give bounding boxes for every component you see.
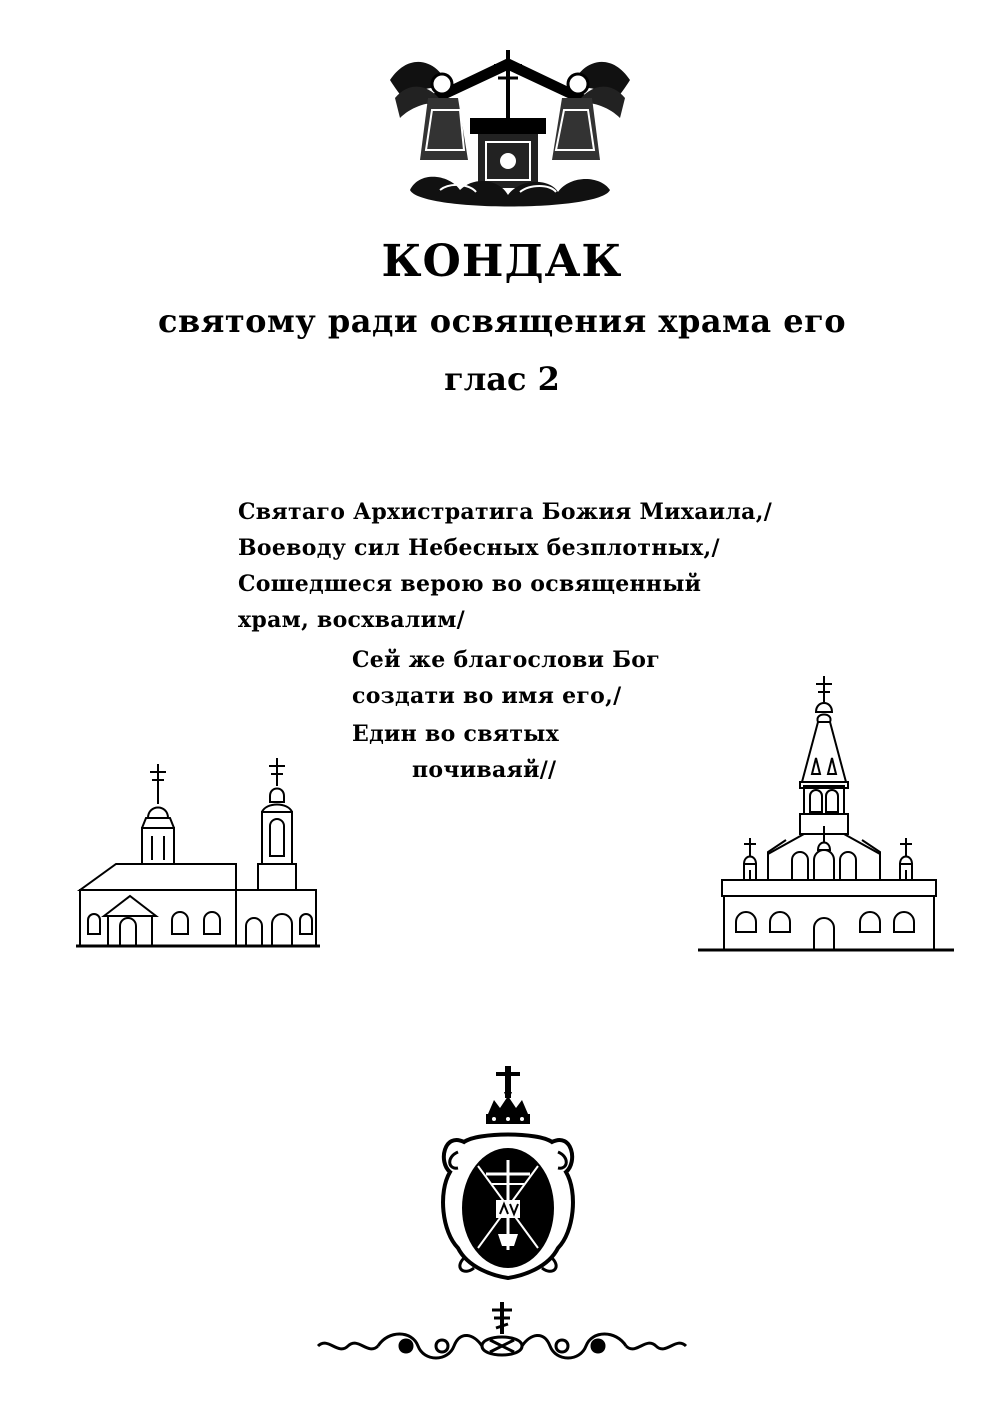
- kontakion-line: храм, восхвалим/: [238, 607, 465, 633]
- kontakion-line: Воеводу сил Небесных безплотных,/: [238, 535, 720, 561]
- page-title: КОНДАК: [381, 236, 623, 287]
- crowned-coat-of-arms-icon: [434, 1062, 582, 1288]
- church-building-right-icon: [696, 674, 958, 956]
- kontakion-line: Святаго Архистратига Божия Михаила,/: [238, 499, 773, 525]
- kontakion-line: создати во имя его,/: [352, 683, 622, 709]
- angels-altar-engraving-icon: [380, 40, 640, 220]
- kontakion-line: Сошедшеся верою во освященный: [238, 571, 702, 597]
- kontakion-line: почиваяй//: [412, 757, 557, 783]
- page-subtitle: святому ради освящения храма его: [157, 302, 847, 340]
- kontakion-line: Сей же благослови Бог: [352, 647, 661, 673]
- kontakion-line: Един во святых: [352, 721, 560, 747]
- tone-label: глас 2: [444, 360, 560, 398]
- church-building-left-icon: [76, 756, 322, 952]
- ornamental-border-with-cross-icon: [314, 1300, 690, 1364]
